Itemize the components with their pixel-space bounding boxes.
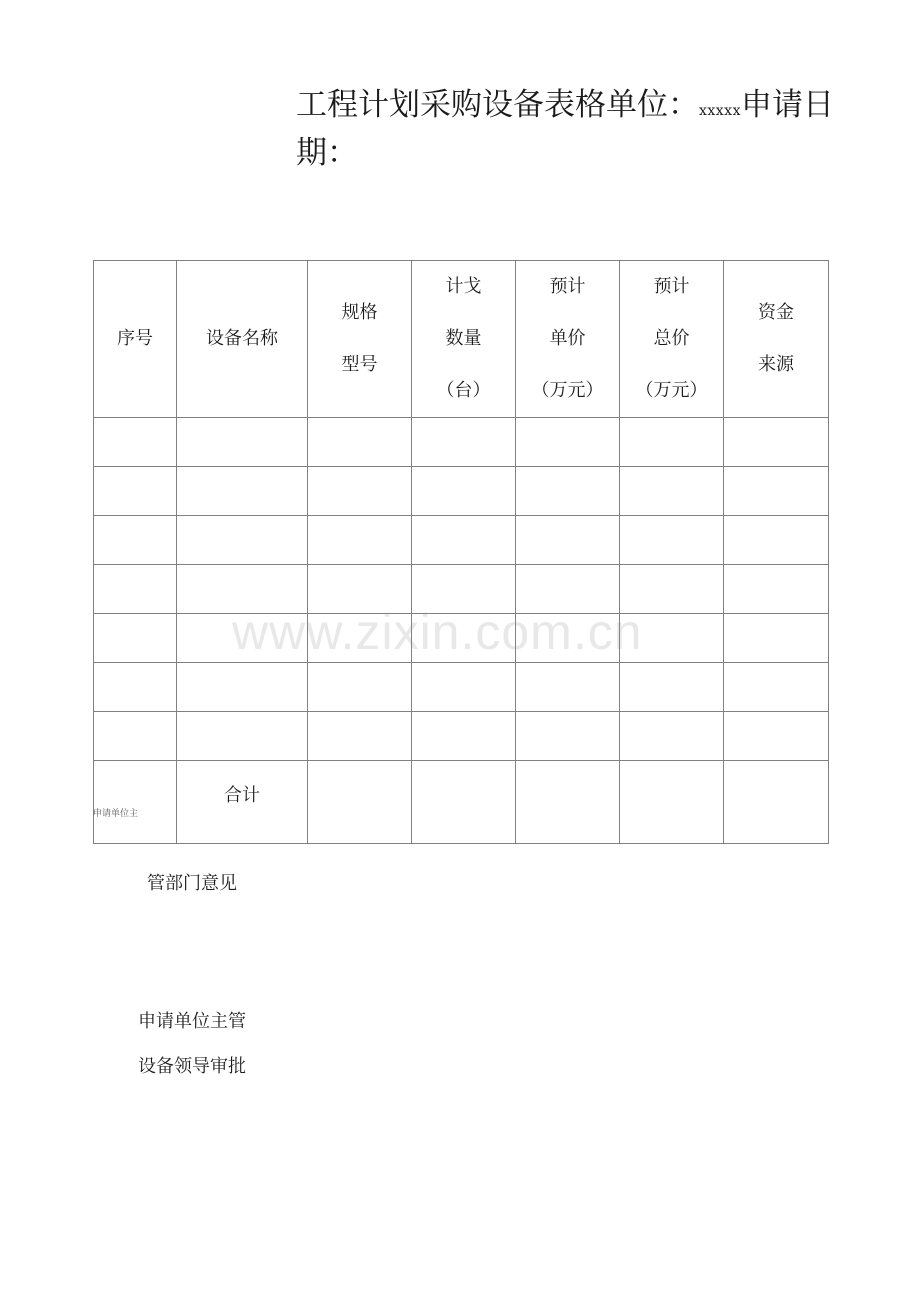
table-row	[94, 712, 829, 761]
table-cell[interactable]	[620, 516, 724, 565]
header-text: 计戈	[445, 276, 482, 297]
table-cell[interactable]	[94, 467, 177, 516]
table-cell[interactable]	[412, 516, 516, 565]
table-cell[interactable]	[412, 467, 516, 516]
table-cell[interactable]	[620, 712, 724, 761]
table-cell[interactable]	[412, 712, 516, 761]
table-cell[interactable]	[620, 663, 724, 712]
approval-line-2: 设备领导审批	[138, 1056, 246, 1077]
header-text: （台）	[436, 380, 491, 401]
table-cell[interactable]	[94, 614, 177, 663]
header-text: 来源	[758, 354, 794, 375]
table-cell[interactable]	[177, 663, 308, 712]
total-cell[interactable]	[620, 761, 724, 844]
total-label-cell	[177, 761, 308, 844]
table-cell[interactable]	[177, 467, 308, 516]
table-cell[interactable]	[308, 663, 412, 712]
document-title	[296, 84, 836, 174]
table-cell[interactable]	[94, 516, 177, 565]
table-cell[interactable]	[516, 565, 620, 614]
table-cell[interactable]	[308, 614, 412, 663]
equipment-table	[93, 260, 829, 844]
table-cell[interactable]	[412, 614, 516, 663]
table-cell[interactable]	[620, 565, 724, 614]
table-cell[interactable]	[177, 712, 308, 761]
table-row	[94, 565, 829, 614]
table-cell[interactable]	[620, 614, 724, 663]
table-cell[interactable]	[516, 418, 620, 467]
table-cell[interactable]	[308, 418, 412, 467]
header-text: 资金	[758, 302, 794, 323]
header-cell	[516, 261, 620, 418]
opinion-label: 管部门意见	[147, 873, 237, 894]
table-row	[94, 663, 829, 712]
table-row	[94, 467, 829, 516]
total-cell[interactable]	[308, 761, 412, 844]
table-cell[interactable]	[94, 418, 177, 467]
table-row	[94, 418, 829, 467]
header-text: 预计	[653, 276, 690, 297]
unit-placeholder: xxxxx	[699, 103, 741, 119]
table-cell[interactable]	[516, 614, 620, 663]
table-cell[interactable]	[620, 467, 724, 516]
table-cell[interactable]	[308, 565, 412, 614]
header-cell	[177, 261, 308, 418]
header-row	[94, 261, 829, 418]
header-cell	[308, 261, 412, 418]
table-cell[interactable]	[412, 663, 516, 712]
total-row	[94, 761, 829, 844]
total-cell[interactable]	[412, 761, 516, 844]
total-cell[interactable]	[94, 761, 177, 844]
title-part2: 申请日期：	[296, 87, 834, 171]
table-cell[interactable]	[516, 467, 620, 516]
table-cell[interactable]	[308, 467, 412, 516]
approval-line-1: 申请单位主管	[138, 1011, 246, 1032]
header-text: 总价	[653, 328, 690, 349]
table-cell[interactable]	[412, 565, 516, 614]
table-row	[94, 614, 829, 663]
table-cell[interactable]	[177, 516, 308, 565]
table-cell[interactable]	[177, 565, 308, 614]
header-text: 设备名称	[206, 328, 278, 349]
header-cell	[94, 261, 177, 418]
header-text: （万元）	[635, 380, 708, 401]
table-cell[interactable]	[724, 663, 829, 712]
table-row	[94, 516, 829, 565]
table-cell[interactable]	[516, 712, 620, 761]
total-cell[interactable]	[724, 761, 829, 844]
table-cell[interactable]	[177, 418, 308, 467]
table-cell[interactable]	[724, 467, 829, 516]
total-cell[interactable]	[516, 761, 620, 844]
table-cell[interactable]	[516, 516, 620, 565]
header-text: 数量	[445, 328, 482, 349]
header-text: 序号	[117, 328, 153, 349]
header-text: （万元）	[531, 380, 604, 401]
table-cell[interactable]	[724, 516, 829, 565]
table-cell[interactable]	[308, 712, 412, 761]
table-cell[interactable]	[94, 712, 177, 761]
header-cell	[412, 261, 516, 418]
table-cell[interactable]	[724, 712, 829, 761]
header-text: 型号	[341, 354, 378, 375]
table-cell[interactable]	[724, 614, 829, 663]
title-part1: 工程计划采购设备表格单位：	[296, 87, 699, 123]
total-label: 合计	[224, 785, 260, 806]
table-cell[interactable]	[177, 614, 308, 663]
header-text: 单价	[549, 328, 586, 349]
header-cell	[724, 261, 829, 418]
table-cell[interactable]	[308, 516, 412, 565]
watermark: www.zixin.com.cn	[232, 604, 643, 660]
table-cell[interactable]	[94, 565, 177, 614]
header-text: 预计	[549, 276, 586, 297]
table-cell[interactable]	[516, 663, 620, 712]
table-cell[interactable]	[724, 418, 829, 467]
table-cell[interactable]	[94, 663, 177, 712]
table-cell[interactable]	[724, 565, 829, 614]
table-cell[interactable]	[620, 418, 724, 467]
footnote-small: 申请单位主	[93, 809, 139, 819]
table-cell[interactable]	[412, 418, 516, 467]
header-cell	[620, 261, 724, 418]
header-text: 规格	[341, 302, 378, 323]
